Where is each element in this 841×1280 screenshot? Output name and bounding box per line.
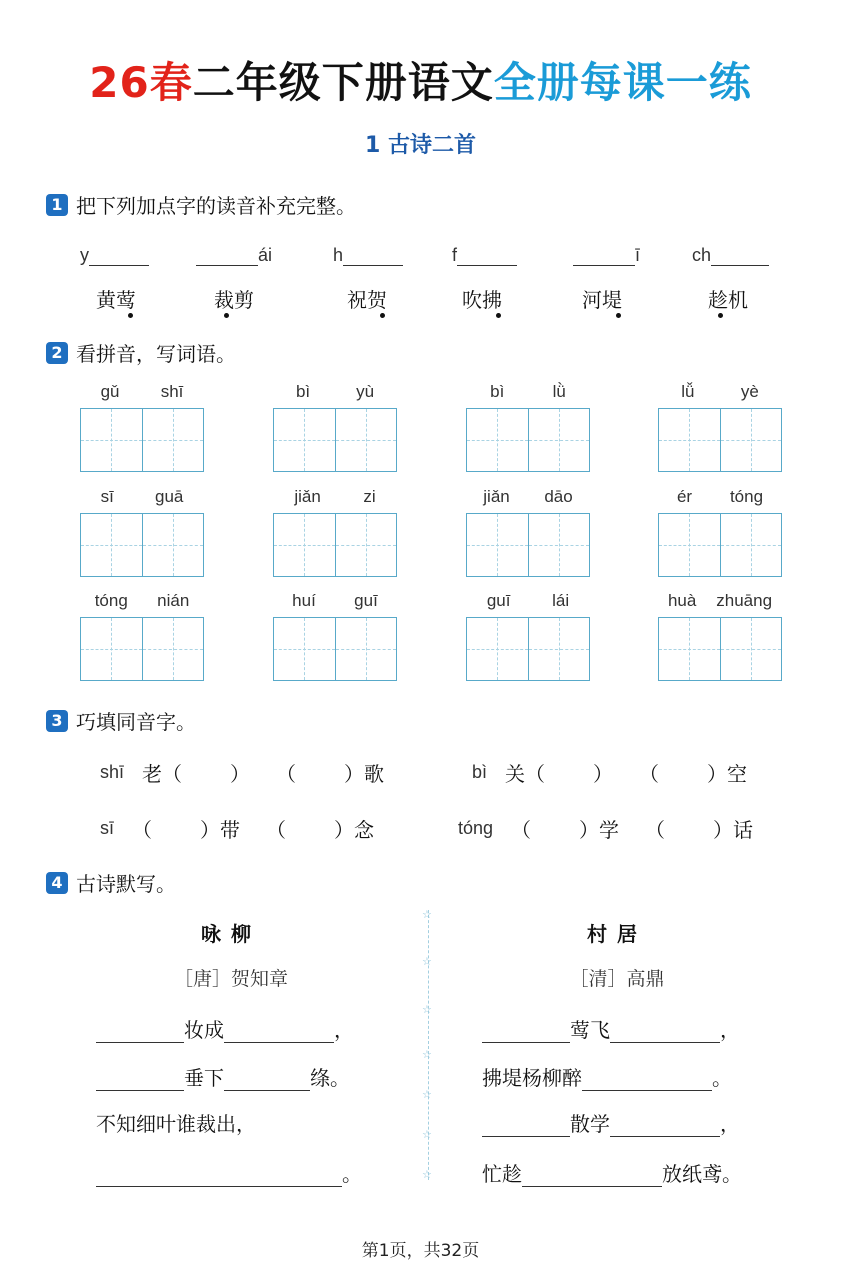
grid-pinyin [80, 382, 204, 408]
word-6: 趁机 [708, 288, 748, 312]
pinyin-syllable: lǚ [681, 382, 695, 401]
tian-zi-grid[interactable] [273, 513, 397, 577]
homophone-row-2: sī （ ）带 （ ）念 [100, 818, 375, 842]
pinyin-syllable: lái [552, 591, 570, 610]
tian-zi-grid[interactable] [273, 617, 397, 681]
question-1-heading [46, 190, 356, 219]
poem-1-line-3: 不知细叶谁裁出， [96, 1112, 256, 1136]
poem-2-line-2: 拂堤杨柳醉 。 [482, 1066, 732, 1090]
character-box[interactable] [274, 409, 335, 471]
pinyin-blank-4: f [452, 245, 517, 266]
page-footer: 第1页，共32页 [361, 1241, 480, 1261]
character-box[interactable] [142, 514, 204, 576]
emphasis-dot [616, 313, 621, 318]
tian-zi-grid[interactable] [658, 617, 782, 681]
pinyin-syllable: dāo [544, 487, 573, 506]
character-box[interactable] [528, 618, 590, 680]
poem-2-author: ［清］高鼎 [569, 968, 665, 990]
pinyin-syllable: yù [356, 382, 375, 401]
pinyin-blank-2: ái [196, 245, 272, 266]
question-number-badge: 3 [46, 710, 68, 732]
question-label: 看拼音，写词语。 [76, 342, 236, 366]
pinyin-syllable: yè [740, 382, 759, 401]
character-box[interactable] [467, 409, 528, 471]
character-box[interactable] [274, 514, 335, 576]
emphasis-dot [496, 313, 501, 318]
character-box[interactable] [335, 514, 397, 576]
character-box[interactable] [467, 618, 528, 680]
pinyin-syllable: guā [155, 487, 184, 506]
word-4: 吹拂 [462, 288, 502, 312]
tian-zi-grid[interactable] [80, 408, 204, 472]
star-icon: ☆ [422, 908, 432, 921]
pinyin-syllable: shī [160, 382, 184, 401]
character-box[interactable] [274, 618, 335, 680]
grid-pinyin [80, 487, 204, 513]
character-box[interactable] [81, 514, 142, 576]
pinyin-syllable: guī [354, 591, 378, 610]
pinyin-syllable: guī [486, 591, 511, 610]
pinyin-syllable: jiǎn [483, 487, 510, 506]
question-number-badge: 1 [46, 194, 68, 216]
character-box[interactable] [467, 514, 528, 576]
star-icon: ☆ [422, 955, 432, 968]
tian-zi-grid[interactable] [80, 513, 204, 577]
character-box[interactable] [659, 618, 720, 680]
character-box[interactable] [720, 409, 782, 471]
word-1: 黄莺 [96, 288, 136, 312]
character-box[interactable] [528, 514, 590, 576]
pinyin-syllable: huí [292, 591, 316, 610]
title-grade: 二年级下册语文 [192, 58, 494, 107]
pinyin-syllable: gǔ [100, 382, 120, 401]
title-year: 26春 [89, 58, 193, 107]
grid-pinyin [273, 487, 397, 513]
poem-1-line-4: 。 [96, 1158, 362, 1187]
pinyin-syllable: tóng [729, 487, 764, 506]
pinyin-blank-5: ī [573, 245, 640, 266]
pinyin-blank-1: y [80, 245, 149, 266]
writing-grid-item [273, 382, 397, 472]
lesson-title: 1 古诗二首 [365, 133, 476, 158]
emphasis-dot [380, 313, 385, 318]
poem-1-author: ［唐］贺知章 [173, 968, 288, 990]
pinyin-syllable: jiǎn [294, 487, 321, 506]
emphasis-dot [128, 313, 133, 318]
emphasis-dot [224, 313, 229, 318]
character-box[interactable] [659, 409, 720, 471]
page-title [0, 50, 841, 110]
homophone-row-1b: bì 关（ ） （ ）空 [472, 762, 748, 786]
character-box[interactable] [720, 618, 782, 680]
question-3-heading [46, 706, 196, 735]
question-label: 古诗默写。 [76, 872, 176, 896]
star-icon: ☆ [422, 1168, 432, 1181]
pinyin-syllable: tóng [94, 591, 128, 610]
grid-pinyin [273, 591, 397, 617]
pinyin-syllable: bì [490, 382, 505, 401]
poem-2-line-4: 忙趁 放纸鸢。 [482, 1162, 742, 1186]
tian-zi-grid[interactable] [273, 408, 397, 472]
question-4-heading [46, 868, 176, 897]
writing-grid-item [273, 591, 397, 681]
star-icon: ☆ [422, 1003, 432, 1016]
question-label: 把下列加点字的读音补充完整。 [76, 194, 356, 218]
star-icon: ☆ [422, 1088, 432, 1101]
writing-grid-item [80, 591, 204, 681]
tian-zi-grid[interactable] [658, 408, 782, 472]
tian-zi-grid[interactable] [466, 408, 590, 472]
writing-grid-item [658, 487, 782, 577]
star-icon: ☆ [422, 1128, 432, 1141]
homophone-row-1: shī 老（ ） （ ）歌 [100, 762, 385, 786]
grid-pinyin [80, 591, 204, 617]
pinyin-syllable: bì [295, 382, 311, 401]
grid-pinyin [273, 382, 397, 408]
tian-zi-grid[interactable] [466, 617, 590, 681]
pinyin-syllable: huà [667, 591, 697, 610]
pinyin-syllable: zhuāng [716, 591, 773, 610]
character-box[interactable] [335, 618, 397, 680]
poem-1-title: 咏柳 [201, 922, 261, 946]
grid-pinyin [466, 591, 590, 617]
title-series: 全册每课一练 [493, 58, 752, 107]
word-2: 裁剪 [214, 288, 254, 312]
tian-zi-grid[interactable] [466, 513, 590, 577]
pinyin-syllable: sī [100, 487, 114, 506]
character-box[interactable] [720, 514, 782, 576]
homophone-row-2b: tóng （ ）学 （ ）话 [458, 818, 754, 842]
writing-grid-item [273, 487, 397, 577]
question-label: 巧填同音字。 [76, 710, 196, 734]
pinyin-syllable: nián [157, 591, 190, 610]
poem-1-line-1: 妆成 ， [96, 1014, 354, 1043]
writing-grid-item [466, 487, 590, 577]
pinyin-syllable: zi [363, 487, 376, 506]
emphasis-dot [718, 313, 723, 318]
star-icon: ☆ [422, 1048, 432, 1061]
character-box[interactable] [142, 618, 204, 680]
character-box[interactable] [142, 409, 204, 471]
grid-pinyin [466, 487, 590, 513]
character-box[interactable] [528, 409, 590, 471]
poem-2-line-1: 莺飞 ， [482, 1014, 740, 1043]
poem-2-title: 村居 [587, 922, 647, 946]
writing-grid-item [466, 382, 590, 472]
character-box[interactable] [335, 409, 397, 471]
poem-2-line-3: 散学 ， [482, 1108, 740, 1137]
question-number-badge: 4 [46, 872, 68, 894]
writing-grid-item [80, 382, 204, 472]
pinyin-syllable: ér [676, 487, 693, 506]
character-box[interactable] [81, 618, 142, 680]
tian-zi-grid[interactable] [80, 617, 204, 681]
grid-pinyin [466, 382, 590, 408]
grid-pinyin [658, 591, 782, 617]
writing-grid-item [658, 591, 782, 681]
writing-grid-item [658, 382, 782, 472]
tian-zi-grid[interactable] [658, 513, 782, 577]
writing-grid-item [80, 487, 204, 577]
character-box[interactable] [81, 409, 142, 471]
poem-1-line-2: 垂下 绦。 [96, 1062, 350, 1091]
word-5: 河堤 [582, 288, 622, 312]
grid-pinyin [658, 487, 782, 513]
character-box[interactable] [659, 514, 720, 576]
question-number-badge: 2 [46, 342, 68, 364]
pinyin-blank-6: ch [692, 245, 769, 266]
writing-grid-item [466, 591, 590, 681]
question-2-heading [46, 338, 236, 367]
word-3: 祝贺 [347, 288, 387, 312]
pinyin-syllable: lǜ [552, 382, 566, 401]
grid-pinyin [658, 382, 782, 408]
pinyin-blank-3: h [333, 245, 403, 266]
